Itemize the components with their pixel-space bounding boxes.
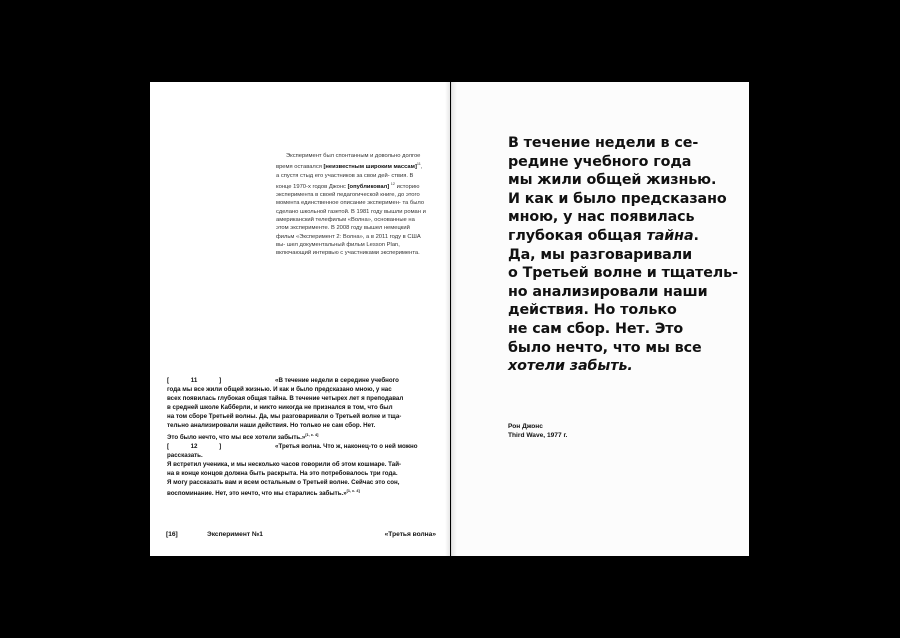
intro-line: та было сделано школьной газетой. В 1981 году вышли [276, 200, 425, 215]
quote-line: Да, мы разговаривали [508, 246, 692, 263]
intro-line: Эксперимент был спонтанным и довольно долгое [286, 153, 421, 159]
footnote-text: на в конце концов должна быть раскрыта. На это потребовалось три года. [167, 470, 398, 477]
quote-line: мы жили общей жизнью. [508, 172, 717, 189]
intro-line: стыд его участников за свои дей- [300, 172, 390, 179]
footnote-text: «Третья волна. Что ж, наконец-то о ней можно рассказать. [167, 442, 418, 459]
quote-attribution [508, 422, 567, 440]
footnote-text: Это было нечто, что мы все хотели забыть.» [167, 433, 306, 441]
footnote-number-11: [ 11 ] [167, 377, 222, 384]
footnote-text: всех появилась глубокая общая тайна. В течение четырех лет я преподавал [167, 395, 404, 403]
intro-line: роман и американский телефильм «Волна», основанные [276, 208, 426, 223]
quote-line: В течение недели в се- [508, 135, 699, 151]
bracket-term-unknown: [неизвестным широким массам] [323, 164, 417, 171]
citation-ref: [1, с. 4] [305, 432, 319, 437]
intro-line: на этом эксперименте. В 2008 году вышел немецкий [276, 216, 415, 232]
right-page [451, 82, 749, 556]
book-gutter-shadow [445, 82, 457, 556]
footnote-11 [167, 376, 437, 442]
intro-line: , а спустя [276, 164, 423, 179]
quote-line: мною, у нас появилась [508, 209, 695, 226]
footnote-text: в средней школе Кабберли, и никто никогда не признался в том, что был [167, 404, 393, 412]
quote-line: глубокая общая тайна. [508, 227, 699, 244]
footnote-text: тельно анализировали наши действия. Но только не сам сбор. Нет. [167, 422, 376, 430]
intro-line: историю эксперимента в своей педагогической книге, [276, 183, 420, 199]
quote-line: редине учебного года [508, 153, 692, 170]
intro-line: интервью с участниками эксперимента. [312, 250, 420, 257]
footnote-text: Я встретил ученика, и мы несколько часов говорили об этом кошмаре. Тай- [167, 460, 402, 468]
footnote-ref-11: 11 [416, 162, 421, 167]
citation-ref: [1, с. 4] [346, 489, 360, 494]
intro-text [276, 152, 426, 257]
quote-line: не сам сбор. Нет. Это [508, 320, 684, 337]
left-page [150, 82, 450, 556]
footnotes [167, 376, 437, 498]
quote-line: И как и было предсказано [508, 190, 727, 207]
intro-line: шел документальный фильм Lesson Plan, включающий [276, 241, 400, 257]
footnote-ref-12: 12 [390, 181, 396, 186]
attribution-author: Рон Джонс [508, 423, 543, 430]
quote-line: действия. Но только [508, 302, 677, 319]
quote-line: но анализировали наши [508, 283, 708, 300]
page-number: [16] [166, 531, 178, 538]
section-title: «Третья волна» [384, 531, 436, 538]
quote-emphasis: тайна [646, 227, 694, 244]
footnote-text: на том сборе Третьей волны. Да, мы разговаривали о Третьей волне и тща- [167, 413, 402, 421]
quote-emphasis: хотели забыть. [508, 358, 633, 375]
bracket-term-published: [опубликовал] [347, 183, 390, 190]
pull-quote [508, 134, 748, 376]
footnote-text: «В течение недели в середине учебного [275, 377, 399, 384]
intro-line: время оставался [276, 164, 322, 171]
footnote-number-12: [ 12 ] [167, 442, 222, 450]
footnote-text: года мы все жили общей жизнью. И как и было предсказано мною, у нас [167, 386, 392, 394]
intro-line: фильм «Эксперимент 2: Волна», а в 2011 году в США вы- [276, 233, 421, 248]
footnote-text: Я могу рассказать вам и всем остальным о Третьей волне. Сейчас это сон, [167, 479, 400, 487]
footnote-12 [167, 442, 437, 499]
quote-line: было нечто, что мы все [508, 339, 702, 356]
quote-line [508, 357, 748, 376]
intro-line: ствия. В конце 1970-х годов Джонс [276, 172, 414, 190]
intro-line: до этого момента единственное описание эксперимен- [276, 192, 420, 207]
intro-paragraph [276, 152, 426, 257]
attribution-source: Third Wave, 1977 г. [508, 432, 568, 439]
running-title: Эксперимент №1 [207, 531, 263, 538]
quote-line: о Третьей волне и тщатель- [508, 265, 738, 282]
footnote-text: воспоминание. Нет, это нечто, что мы старались забыть.» [167, 490, 347, 498]
